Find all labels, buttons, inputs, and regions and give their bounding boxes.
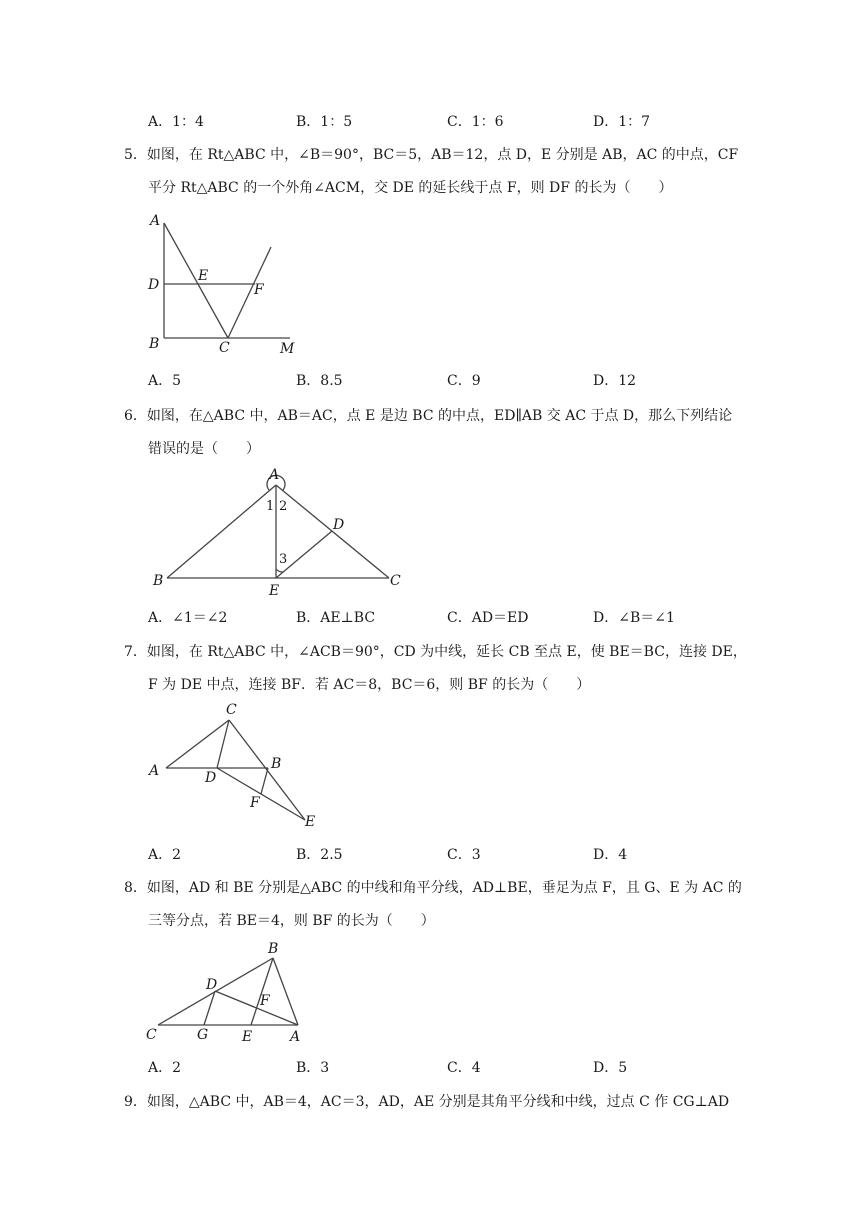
q8-option-b: B．3 [296, 1060, 330, 1076]
q6-label-angle3: 3 [279, 552, 288, 567]
q7-stem-line2: F 为 DE 中点，连接 BF．若 AC＝8，BC＝6，则 BF 的长为（ ） [148, 677, 591, 693]
q5-option-d: D．12 [593, 373, 637, 389]
q7-stem-line1: 7．如图，在 Rt△ABC 中，∠ACB＝90°，CD 为中线，延长 CB 至点 E，使 BE＝BC，连接 DE， [124, 644, 747, 660]
q7-label-d: D [205, 770, 217, 786]
q9-stem-line1: 9．如图，△ABC 中，AB＝4，AC＝3，AD，AE 分别是其角平分线和中线，过点 C 作 CG⊥AD [124, 1094, 730, 1110]
q8-segment-ba [273, 958, 298, 1025]
q5-segment-ac [164, 223, 228, 338]
q8-label-b: B [268, 941, 279, 957]
q6-segment-ab [167, 485, 276, 578]
q7-segment-bf [261, 768, 268, 794]
q8-label-d: D [206, 977, 218, 993]
q5-stem-line2: 平分 Rt△ABC 的一个外角∠ACM，交 DE 的延长线于点 F，则 DF 的长为（ ） [148, 180, 673, 196]
q7-label-b: B [271, 756, 282, 772]
q6-label-a: A [269, 467, 280, 483]
q4-option-b: B．1：5 [296, 114, 353, 130]
q8-stem-line1: 8．如图，AD 和 BE 分别是△ABC 的中线和角平分线，AD⊥BE，垂足为点 F，且 G、E 为 AC 的 [124, 880, 742, 896]
q8-label-e: E [242, 1029, 253, 1045]
q4-option-d: D．1：7 [593, 114, 651, 130]
q8-label-a: A [290, 1029, 301, 1045]
q5-segment-cf [228, 247, 271, 338]
q6-figure [145, 465, 415, 600]
q6-stem-line2: 错误的是（ ） [148, 441, 260, 457]
q5-option-a: A．5 [148, 373, 182, 389]
q6-option-a: A．∠1＝∠2 [148, 610, 228, 626]
q6-label-e: E [269, 583, 280, 599]
q4-option-c: C．1：6 [447, 114, 504, 130]
q5-option-c: C．9 [447, 373, 481, 389]
q5-label-c: C [219, 340, 230, 356]
q7-option-a: A．2 [148, 847, 182, 863]
q7-label-e: E [305, 814, 316, 830]
q7-option-d: D．4 [593, 847, 628, 863]
q5-label-f: F [254, 282, 264, 298]
q7-option-b: B．2.5 [296, 847, 343, 863]
q5-option-b: B．8.5 [296, 373, 343, 389]
q8-stem-line2: 三等分点，若 BE＝4，则 BF 的长为（ ） [148, 913, 435, 929]
q7-label-c: C [226, 702, 237, 718]
q8-label-f: F [260, 993, 270, 1009]
q8-segment-dg [204, 991, 215, 1025]
q6-angle-arc-e [276, 569, 283, 572]
q7-segment-ac [166, 720, 229, 768]
q7-label-f: F [250, 795, 260, 811]
q6-option-c: C．AD＝ED [447, 610, 529, 626]
q6-label-c: C [390, 573, 401, 589]
q6-stem-line1: 6．如图，在△ABC 中，AB＝AC，点 E 是边 BC 的中点，ED∥AB 交 AC 于点 D，那么下列结论 [124, 408, 733, 424]
q6-label-d: D [333, 517, 345, 533]
q5-stem-line1: 5．如图，在 Rt△ABC 中，∠B＝90°，BC＝5，AB＝12，点 D，E 分别是 AB，AC 的中点，CF [124, 147, 739, 163]
q8-figure [140, 935, 310, 1050]
q6-option-d: D．∠B＝∠1 [593, 610, 675, 626]
q5-label-b: B [149, 336, 160, 352]
q5-label-e: E [198, 268, 209, 284]
q6-label-b: B [153, 573, 164, 589]
q8-label-c: C [146, 1027, 157, 1043]
q7-label-a: A [149, 763, 160, 779]
q6-label-angle1: 1 [266, 499, 275, 514]
q8-segment-be [251, 958, 273, 1025]
q7-option-c: C．3 [447, 847, 481, 863]
q7-figure [140, 698, 330, 833]
q5-figure [140, 205, 310, 360]
q6-label-angle2: 2 [279, 499, 288, 514]
q8-option-c: C．4 [447, 1060, 481, 1076]
q6-option-b: B．AE⊥BC [296, 610, 376, 626]
q8-option-d: D．5 [593, 1060, 628, 1076]
q5-label-d: D [148, 277, 160, 293]
q5-label-a: A [150, 213, 161, 229]
q5-label-m: M [280, 341, 295, 357]
q8-option-a: A．2 [148, 1060, 182, 1076]
q8-label-g: G [197, 1027, 209, 1043]
q4-option-a: A．1：4 [148, 114, 204, 130]
